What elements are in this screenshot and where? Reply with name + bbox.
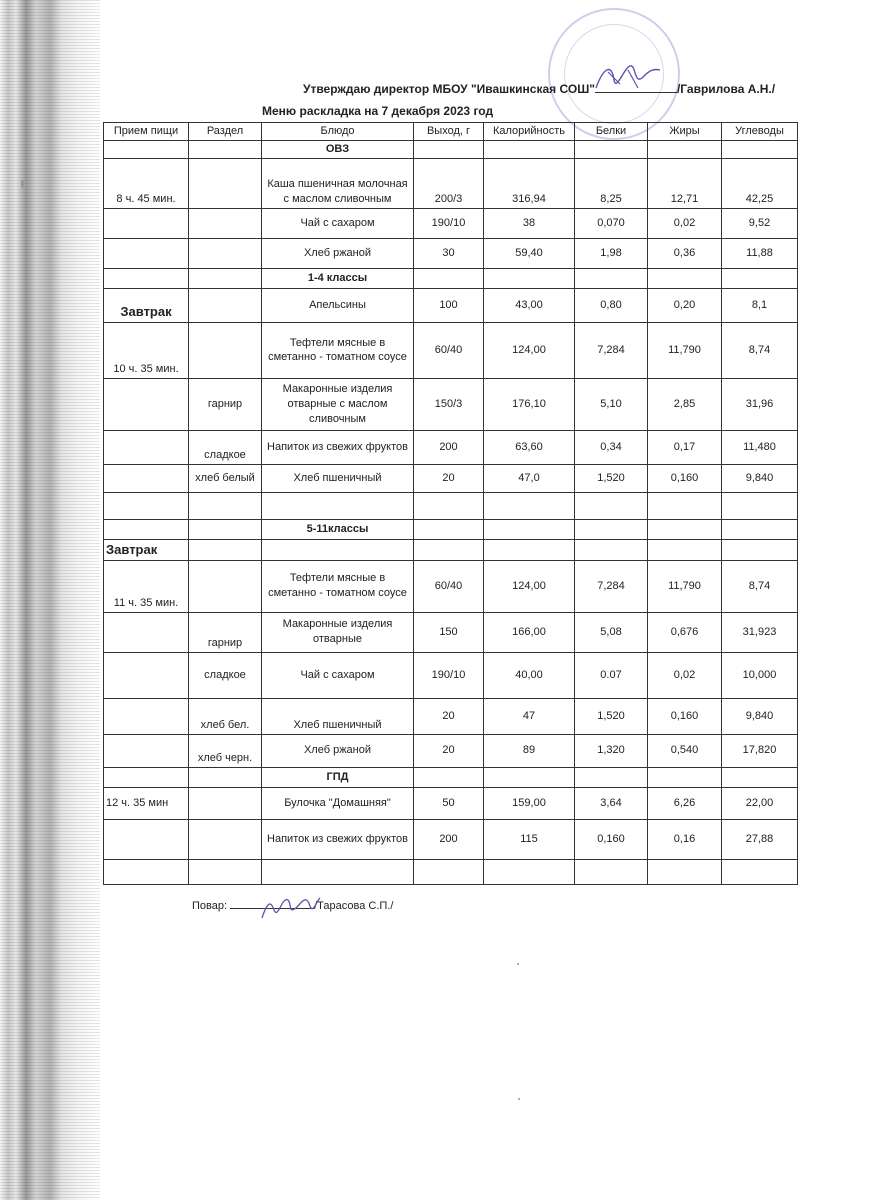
carbs-cell: 8,74 [722, 560, 798, 612]
table-row [104, 734, 798, 767]
dish-cell: Напиток из свежих фруктов [262, 819, 414, 859]
section-cell [189, 158, 262, 208]
meal-time: 10 ч. 35 мин. [104, 322, 189, 378]
menu-title: Меню раскладка на 7 декабря 2023 год [262, 104, 494, 118]
meal-time [104, 652, 189, 698]
dish-cell: Апельсины [262, 288, 414, 322]
table-row [104, 652, 798, 698]
protein-cell: 8,25 [575, 158, 648, 208]
carbs-cell: 10,000 [722, 652, 798, 698]
fat-cell: 0,676 [648, 612, 722, 652]
protein-cell: 7,284 [575, 322, 648, 378]
table-row [104, 208, 798, 238]
director-name: /Гаврилова А.Н./ [676, 82, 776, 96]
fat-cell: 6,26 [648, 787, 722, 819]
section-row-gpd [104, 767, 798, 787]
table-row [104, 288, 798, 322]
protein-cell: 7,284 [575, 560, 648, 612]
meal-time [104, 464, 189, 492]
meal-label [104, 539, 189, 560]
protein-cell: 0,160 [575, 819, 648, 859]
section-row-grades-1-4 [104, 268, 798, 288]
calories-cell: 43,00 [484, 288, 575, 322]
calories-cell: 176,10 [484, 378, 575, 430]
meal-time: 8 ч. 45 мин. [104, 158, 189, 208]
section-row-ovz [104, 141, 798, 159]
table-row [104, 430, 798, 464]
dish-cell: Тефтели мясные в сметанно - томатном соусе [262, 560, 414, 612]
col-header: Выход, г [414, 123, 484, 141]
cook-signature [258, 888, 322, 924]
fat-cell: 11,790 [648, 322, 722, 378]
section-cell [189, 238, 262, 268]
fat-cell: 0,540 [648, 734, 722, 767]
meal-label [104, 288, 189, 322]
table-header-row [104, 123, 798, 141]
section-cell: хлеб черн. [189, 734, 262, 767]
meal-time [104, 734, 189, 767]
portion-cell: 150 [414, 612, 484, 652]
dish-cell: Тефтели мясные в сметанно - томатном соусе [262, 322, 414, 378]
carbs-cell: 31,923 [722, 612, 798, 652]
calories-cell: 40,00 [484, 652, 575, 698]
section-row-grades-5-11 [104, 519, 798, 539]
portion-cell: 20 [414, 698, 484, 734]
dish-cell: Макаронные изделия отварные с маслом сливочным [262, 378, 414, 430]
protein-cell: 0,80 [575, 288, 648, 322]
portion-cell: 100 [414, 288, 484, 322]
dish-cell: Чай с сахаром [262, 208, 414, 238]
carbs-cell: 22,00 [722, 787, 798, 819]
section-cell: гарнир [189, 612, 262, 652]
section-cell: хлеб белый [189, 464, 262, 492]
portion-cell: 200 [414, 819, 484, 859]
dish-cell: Хлеб ржаной [262, 238, 414, 268]
meal-time [104, 238, 189, 268]
scan-speck [517, 963, 519, 965]
menu-table [103, 122, 798, 885]
portion-cell: 60/40 [414, 560, 484, 612]
calories-cell: 166,00 [484, 612, 575, 652]
dish-cell: Хлеб пшеничный [262, 698, 414, 734]
approval-line [303, 82, 775, 96]
fat-cell: 0,20 [648, 288, 722, 322]
section-cell: гарнир [189, 378, 262, 430]
carbs-cell: 11,480 [722, 430, 798, 464]
protein-cell: 1,98 [575, 238, 648, 268]
fat-cell: 0,160 [648, 698, 722, 734]
calories-cell: 115 [484, 819, 575, 859]
table-row [104, 787, 798, 819]
protein-cell: 3,64 [575, 787, 648, 819]
protein-cell: 0.07 [575, 652, 648, 698]
col-header: Жиры [648, 123, 722, 141]
fat-cell: 0,02 [648, 652, 722, 698]
calories-cell: 89 [484, 734, 575, 767]
portion-cell: 60/40 [414, 322, 484, 378]
dish-cell: Макаронные изделия отварные [262, 612, 414, 652]
col-header: Блюдо [262, 123, 414, 141]
dish-cell: Чай с сахаром [262, 652, 414, 698]
carbs-cell: 42,25 [722, 158, 798, 208]
section-cell [189, 560, 262, 612]
meal-label-text: Завтрак [120, 304, 172, 319]
protein-cell: 0,070 [575, 208, 648, 238]
table-row [104, 378, 798, 430]
carbs-cell: 11,88 [722, 238, 798, 268]
section-title: ГПД [262, 767, 414, 787]
calories-cell: 63,60 [484, 430, 575, 464]
carbs-cell: 17,820 [722, 734, 798, 767]
meal-label-text: Завтрак [106, 541, 158, 557]
table-row [104, 560, 798, 612]
section-cell [189, 819, 262, 859]
section-title: 5-11классы [262, 519, 414, 539]
meal-time [104, 208, 189, 238]
meal-time [104, 430, 189, 464]
carbs-cell: 27,88 [722, 819, 798, 859]
fat-cell: 0,36 [648, 238, 722, 268]
section-cell: хлеб бел. [189, 698, 262, 734]
fat-cell: 0,17 [648, 430, 722, 464]
col-header: Белки [575, 123, 648, 141]
portion-cell: 150/3 [414, 378, 484, 430]
meal-time: 11 ч. 35 мин. [104, 560, 189, 612]
meal-time [104, 378, 189, 430]
section-cell [189, 208, 262, 238]
table-row [104, 238, 798, 268]
protein-cell: 5,10 [575, 378, 648, 430]
meal-time [104, 612, 189, 652]
meal-label-row [104, 539, 798, 560]
carbs-cell: 8,1 [722, 288, 798, 322]
table-row [104, 158, 798, 208]
dish-cell: Хлеб ржаной [262, 734, 414, 767]
protein-cell: 0,34 [575, 430, 648, 464]
col-header: Раздел [189, 123, 262, 141]
fat-cell: 12,71 [648, 158, 722, 208]
protein-cell: 1,520 [575, 464, 648, 492]
fat-cell: 11,790 [648, 560, 722, 612]
fat-cell: 0,16 [648, 819, 722, 859]
carbs-cell: 9,840 [722, 464, 798, 492]
portion-cell: 190/10 [414, 652, 484, 698]
carbs-cell: 8,74 [722, 322, 798, 378]
approval-text: Утверждаю директор МБОУ "Ивашкинская СОШ" [303, 82, 595, 96]
meal-time: 12 ч. 35 мин [104, 787, 189, 819]
empty-row [104, 492, 798, 519]
dish-cell: Каша пшеничная молочная с маслом сливочным [262, 158, 414, 208]
meal-time [104, 698, 189, 734]
calories-cell: 38 [484, 208, 575, 238]
portion-cell: 200/3 [414, 158, 484, 208]
table-row [104, 819, 798, 859]
col-header: Углеводы [722, 123, 798, 141]
calories-cell: 59,40 [484, 238, 575, 268]
carbs-cell: 9,840 [722, 698, 798, 734]
calories-cell: 124,00 [484, 560, 575, 612]
dish-cell: Напиток из свежих фруктов [262, 430, 414, 464]
scan-edge-artifact [0, 0, 100, 1200]
protein-cell: 1,320 [575, 734, 648, 767]
fat-cell: 2,85 [648, 378, 722, 430]
protein-cell: 5,08 [575, 612, 648, 652]
section-cell: сладкое [189, 652, 262, 698]
table-row [104, 322, 798, 378]
table-row [104, 464, 798, 492]
calories-cell: 159,00 [484, 787, 575, 819]
calories-cell: 316,94 [484, 158, 575, 208]
calories-cell: 124,00 [484, 322, 575, 378]
portion-cell: 30 [414, 238, 484, 268]
fat-cell: 0,02 [648, 208, 722, 238]
section-cell [189, 322, 262, 378]
col-header: Прием пищи [104, 123, 189, 141]
portion-cell: 20 [414, 734, 484, 767]
portion-cell: 20 [414, 464, 484, 492]
director-signature [590, 58, 670, 98]
calories-cell: 47 [484, 698, 575, 734]
table-row [104, 698, 798, 734]
table-row [104, 612, 798, 652]
carbs-cell: 9,52 [722, 208, 798, 238]
dish-cell: Хлеб пшеничный [262, 464, 414, 492]
calories-cell: 47,0 [484, 464, 575, 492]
portion-cell: 50 [414, 787, 484, 819]
empty-row [104, 859, 798, 884]
carbs-cell: 31,96 [722, 378, 798, 430]
cook-name: /Тарасова С.П./ [314, 900, 394, 912]
section-cell [189, 288, 262, 322]
section-cell: сладкое [189, 430, 262, 464]
meal-time [104, 819, 189, 859]
col-header: Калорийность [484, 123, 575, 141]
section-cell [189, 787, 262, 819]
portion-cell: 190/10 [414, 208, 484, 238]
cook-label: Повар: [192, 900, 228, 912]
scan-speck [518, 1098, 520, 1100]
section-title: 1-4 классы [262, 268, 414, 288]
scan-speck [21, 180, 24, 188]
portion-cell: 200 [414, 430, 484, 464]
section-title: ОВЗ [262, 141, 414, 159]
dish-cell: Булочка "Домашняя" [262, 787, 414, 819]
protein-cell: 1,520 [575, 698, 648, 734]
fat-cell: 0,160 [648, 464, 722, 492]
